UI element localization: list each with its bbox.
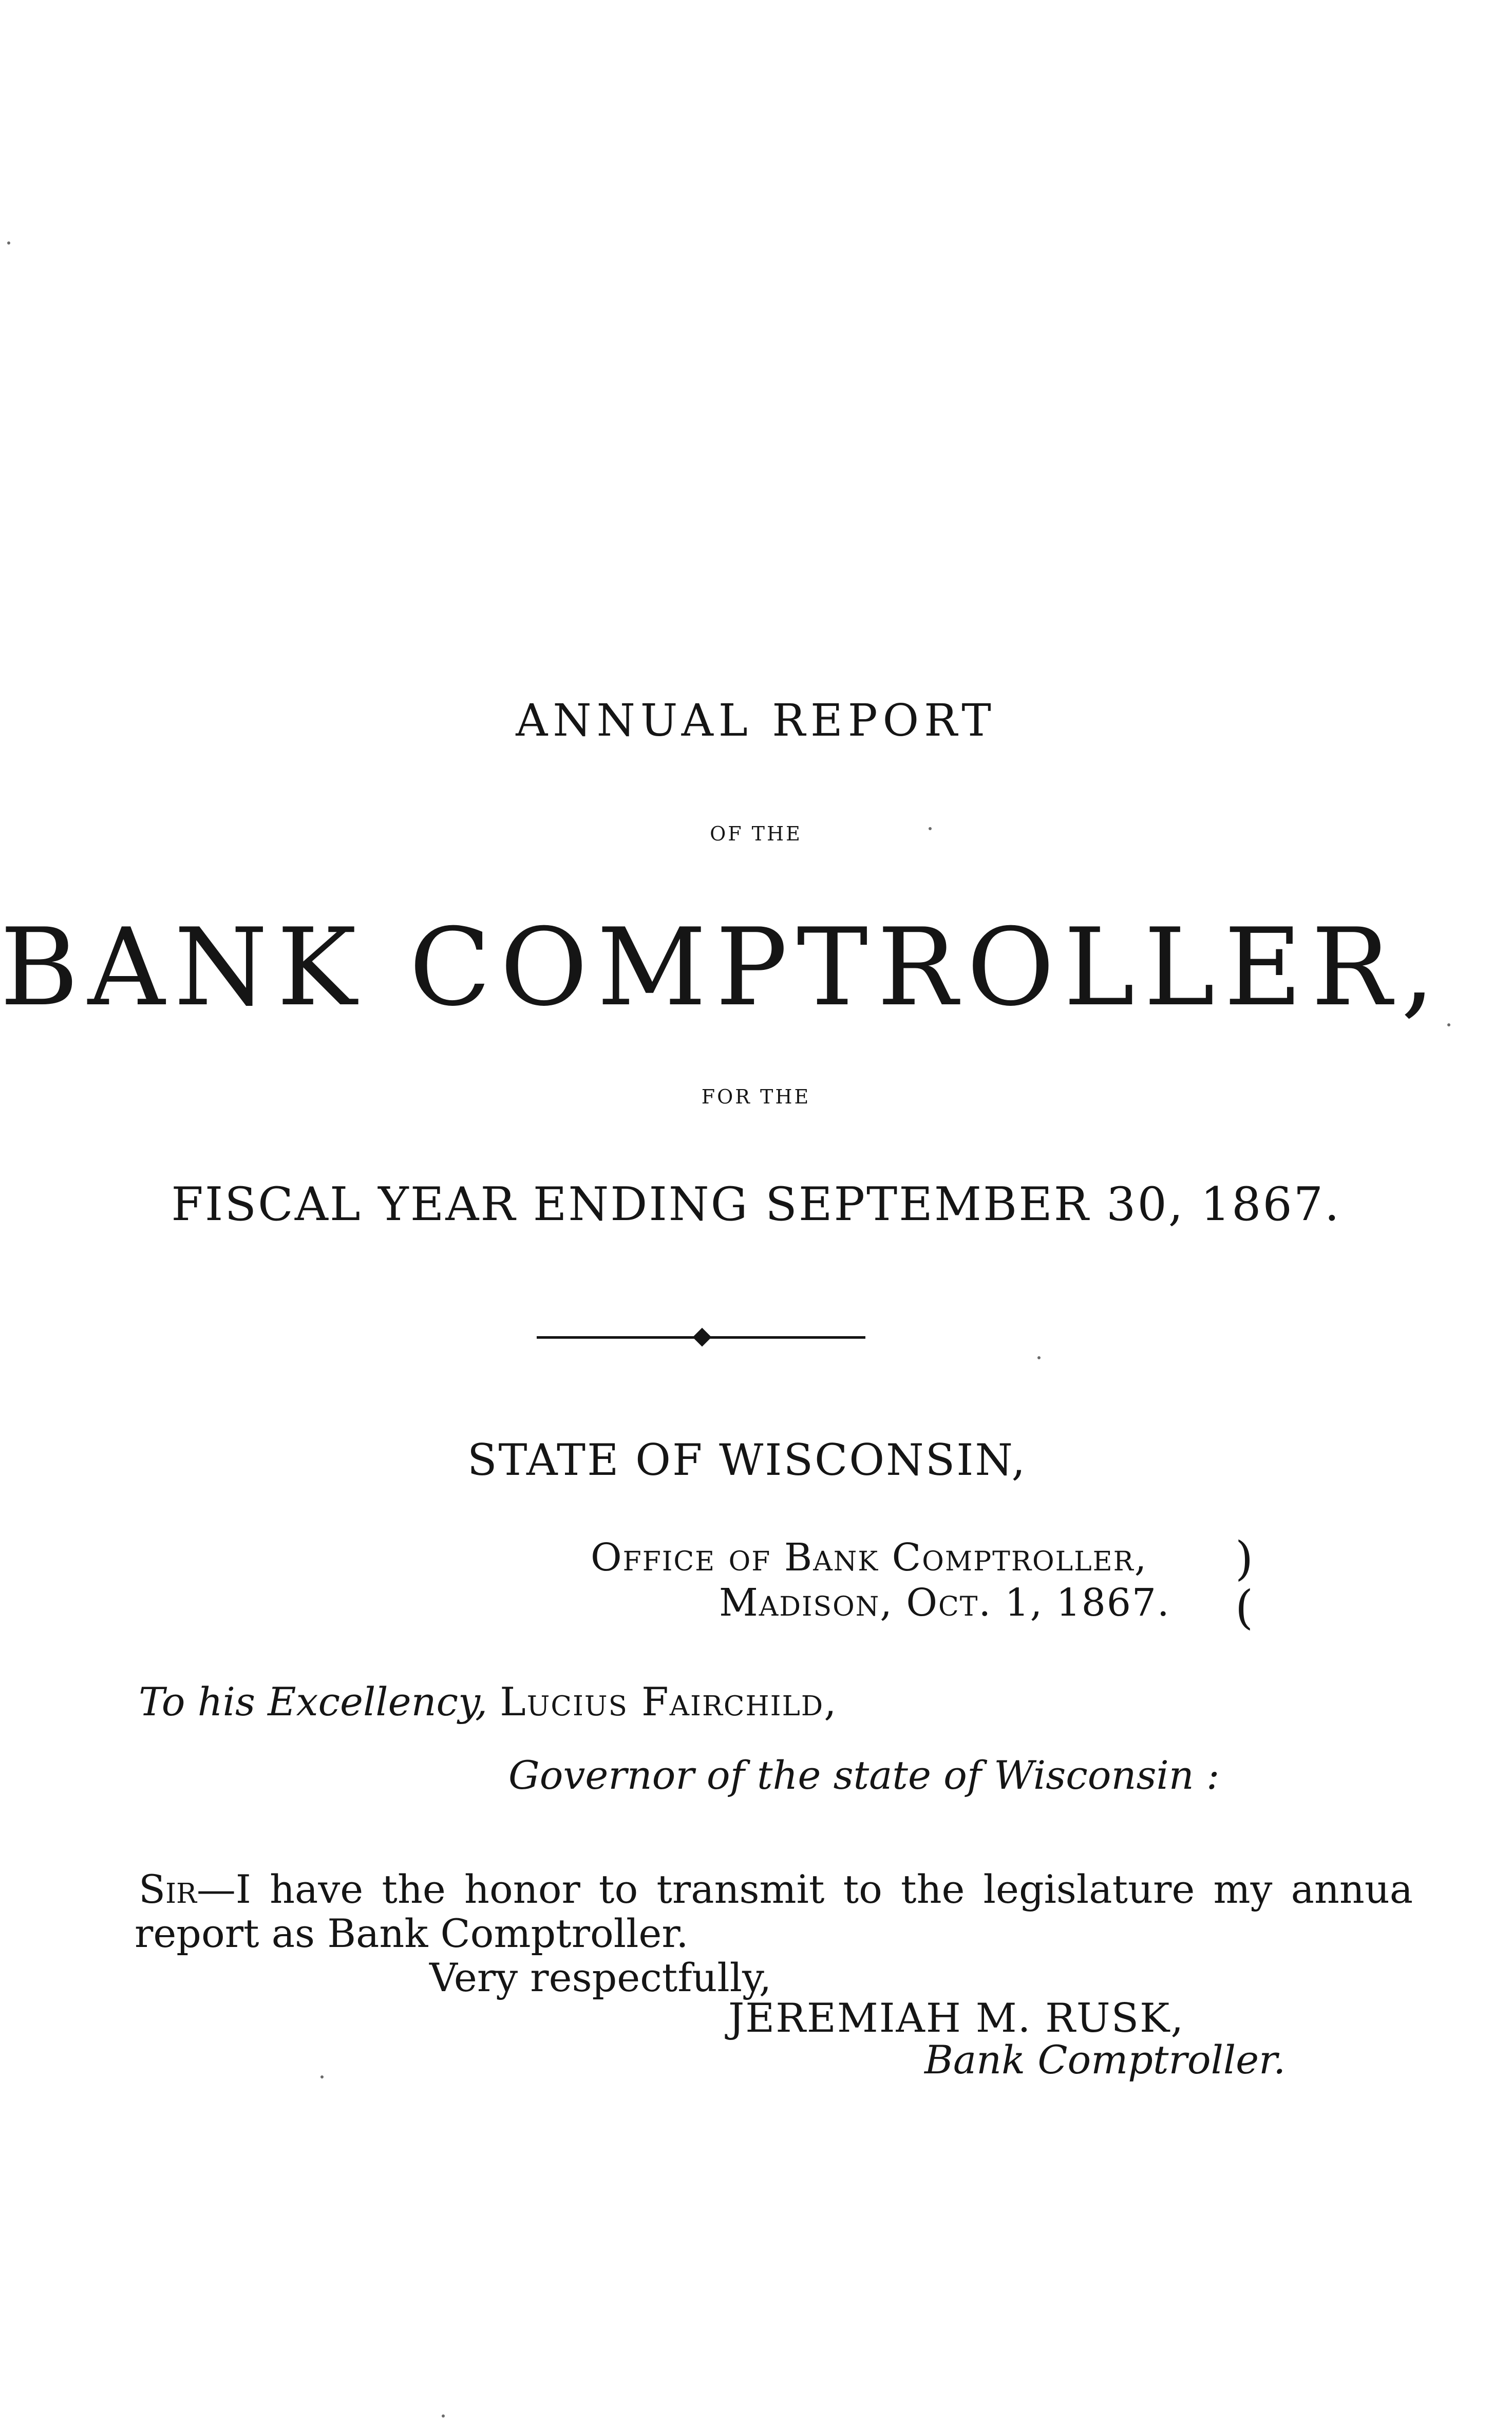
report-heading: ANNUAL REPORT [516, 695, 996, 746]
divider-diamond-ornament [693, 1328, 712, 1347]
signature-name: JEREMIAH M. RUSK, [728, 1995, 1185, 2041]
print-speck [320, 2075, 324, 2078]
office-line: Office of Bank Comptroller, [591, 1535, 1148, 1580]
addressee-title: Governor of the state of Wisconsin : [508, 1752, 1220, 1798]
print-speck [1037, 1356, 1041, 1359]
addressee-line [139, 1679, 838, 1725]
brace-top: ) [1235, 1532, 1254, 1586]
print-speck [1447, 1023, 1450, 1026]
dateline: Madison, Oct. 1, 1867. [719, 1581, 1170, 1625]
letter-line-2: report as Bank Comptroller. [135, 1910, 689, 1956]
for-the-line: FOR THE [701, 1085, 811, 1108]
signature-title: Bank Comptroller. [924, 2037, 1286, 2083]
brace-bottom: ( [1235, 1581, 1254, 1635]
addressee-prefix: To his Excellency, [139, 1679, 488, 1725]
letter-line-1-text: —I have the honor to transmit to the legislature my annua [196, 1866, 1413, 1912]
print-speck [7, 241, 10, 245]
fiscal-year-line: FISCAL YEAR ENDING SEPTEMBER 30, 1867. [171, 1177, 1341, 1231]
salutation: Sir [139, 1866, 197, 1912]
addressee-name: Lucius Fairchild, [500, 1679, 838, 1725]
letter-line-1 [139, 1866, 1413, 1912]
print-speck [442, 2414, 445, 2418]
of-the-line: OF THE [710, 822, 802, 845]
print-speck [929, 827, 932, 830]
report-title: BANK COMPTROLLER, [0, 906, 1444, 1030]
closing: Very respectfully, [429, 1955, 772, 2000]
state-line: STATE OF WISCONSIN, [467, 1435, 1027, 1485]
